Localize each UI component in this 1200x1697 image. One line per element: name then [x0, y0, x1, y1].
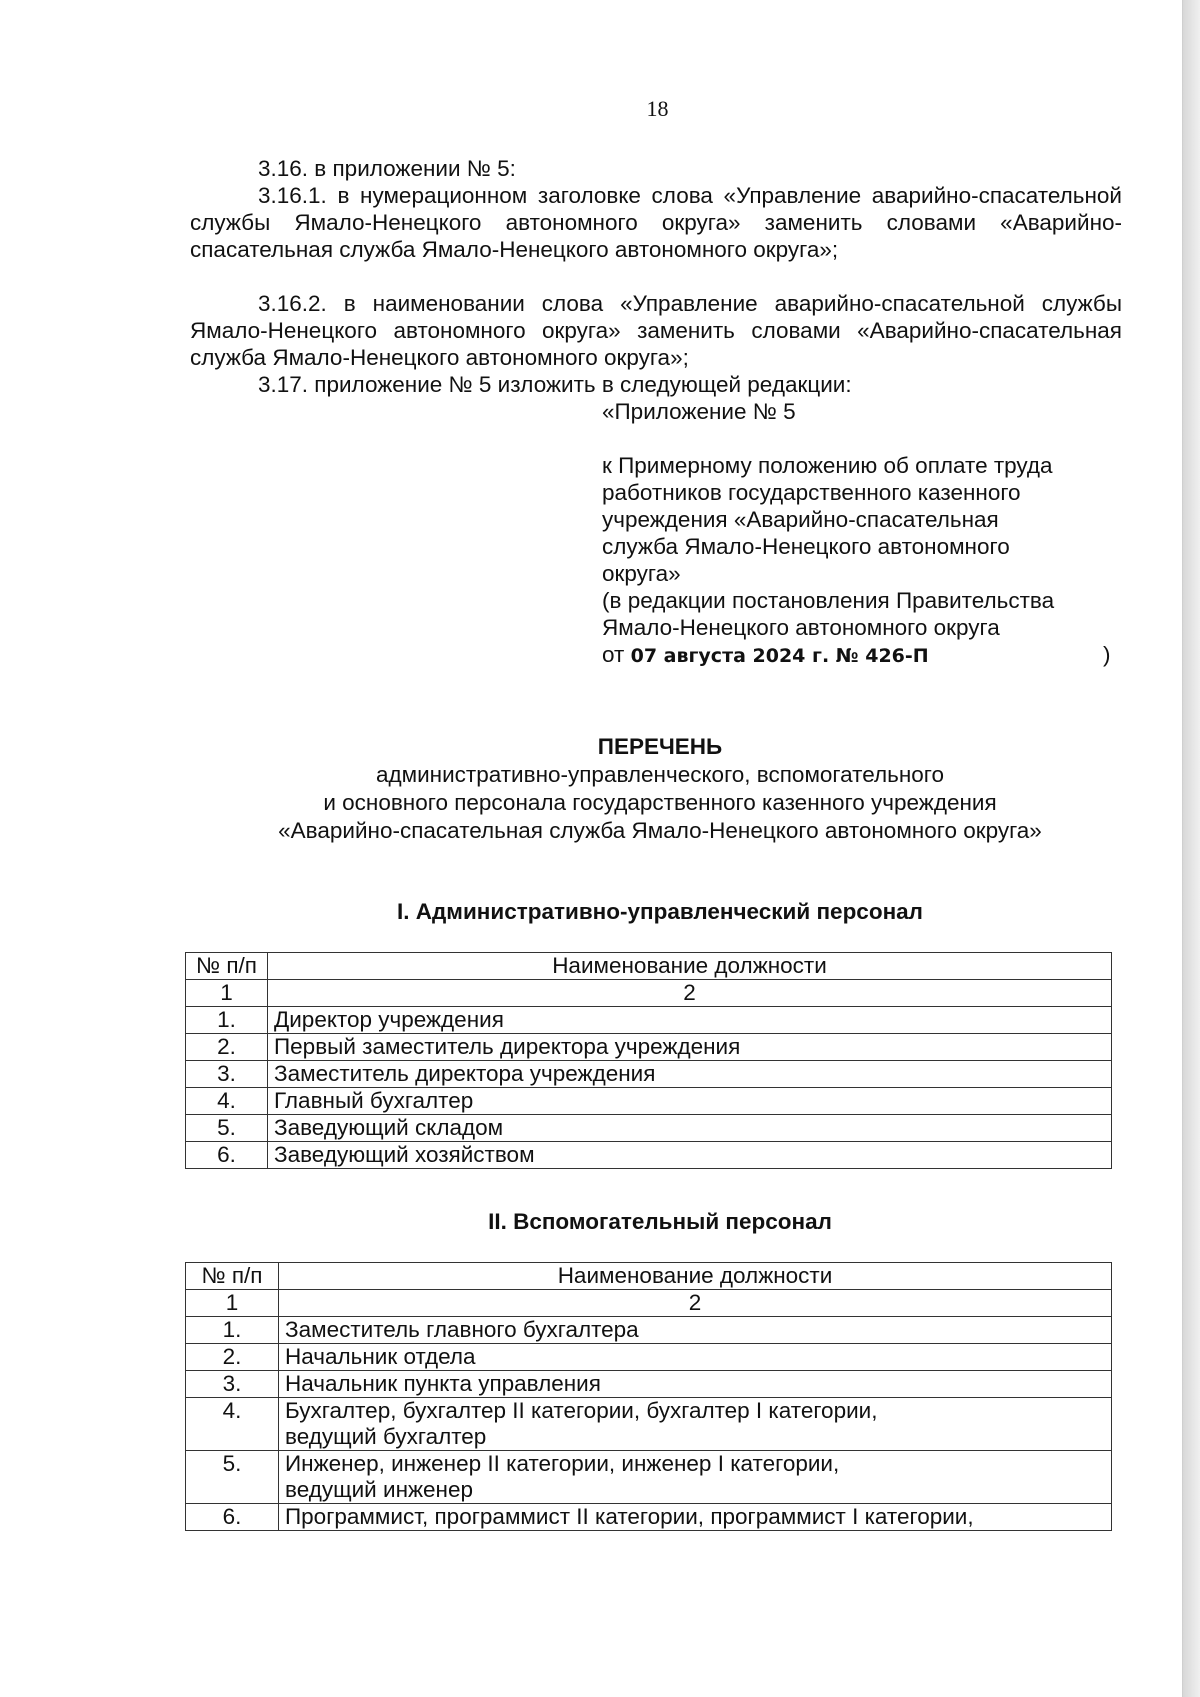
appendix-line: к Примерному положению об оплате труда: [602, 453, 1053, 478]
list-title: [180, 733, 1140, 845]
table-index-row: [186, 1290, 1112, 1317]
row-number: 5.: [186, 1115, 268, 1142]
index-cell: 2: [279, 1290, 1112, 1317]
amendment-3-16-2: 3.16.2. в наименовании слова «Управление аварийно-спасательной службы Ямало-Ненецкого автономного округа» заменить словами «Аварийно-спасательная служба Ямало-Ненецкого автономного округа»;: [190, 291, 1122, 370]
appendix-date-line: [602, 641, 1122, 670]
row-number: 2.: [186, 1344, 279, 1371]
col-num-header: № п/п: [186, 1263, 279, 1290]
appendix-line: служба Ямало-Ненецкого автономного: [602, 534, 1010, 559]
index-cell: 2: [268, 980, 1112, 1007]
row-position-line: ведущий инженер: [285, 1477, 474, 1502]
amendment-3-16-text: 3.16. в приложении № 5:: [258, 156, 516, 181]
list-subtitle-line: и основного персонала государственного казенного учреждения: [323, 790, 997, 815]
row-position: Первый заместитель директора учреждения: [268, 1034, 1112, 1061]
list-heading: ПЕРЕЧЕНЬ: [597, 734, 723, 759]
row-position: Начальник отдела: [279, 1344, 1112, 1371]
section-1-title: I. Административно-управленческий персонал: [397, 899, 923, 924]
col-name-header: Наименование должности: [268, 953, 1112, 980]
table-row: [186, 1061, 1112, 1088]
row-position: Заместитель главного бухгалтера: [279, 1317, 1112, 1344]
index-cell: 1: [186, 980, 268, 1007]
table-row: [186, 1344, 1112, 1371]
row-position-line: Инженер, инженер II категории, инженер I категории,: [285, 1451, 840, 1476]
row-position-line: Бухгалтер, бухгалтер II категории, бухгалтер I категории,: [285, 1398, 878, 1423]
appendix-line: Ямало-Ненецкого автономного округа: [602, 615, 1000, 640]
table-index-row: [186, 980, 1112, 1007]
row-position: Главный бухгалтер: [268, 1088, 1112, 1115]
section-1-table: [185, 952, 1112, 1169]
row-position: Заведующий хозяйством: [268, 1142, 1112, 1169]
section-2-table: [185, 1262, 1112, 1531]
appendix-line: учреждения «Аварийно-спасательная: [602, 507, 999, 532]
appendix-line: округа»: [602, 561, 681, 586]
list-subtitle-line: «Аварийно-спасательная служба Ямало-Ненецкого автономного округа»: [278, 818, 1042, 843]
row-number: 6.: [186, 1504, 279, 1531]
table-row: [186, 1398, 1112, 1451]
page-number: 18: [646, 96, 669, 121]
row-number: 3.: [186, 1371, 279, 1398]
row-number: 5.: [186, 1451, 279, 1504]
table-row: [186, 1034, 1112, 1061]
row-position: Заведующий складом: [268, 1115, 1112, 1142]
scan-border: [1183, 0, 1200, 1697]
row-position-line: ведущий бухгалтер: [285, 1424, 487, 1449]
appendix-line: работников государственного казенного: [602, 480, 1021, 505]
row-position: Директор учреждения: [268, 1007, 1112, 1034]
row-position: Программист, программист II категории, программист I категории,: [279, 1504, 1112, 1531]
table-row: [186, 1088, 1112, 1115]
appendix-date-value: 07 августа 2024 г. № 426-П: [630, 645, 929, 667]
row-number: 2.: [186, 1034, 268, 1061]
row-number: 1.: [186, 1007, 268, 1034]
table-row: [186, 1007, 1112, 1034]
amendment-3-16-1: 3.16.1. в нумерационном заголовке слова «Управление аварийно-спасательной службы Ямало-Ненецкого автономного округа» заменить словами «Аварийно-спасательная служба Ямало-Ненецкого автономного округа»;: [190, 183, 1122, 262]
row-position: Начальник пункта управления: [279, 1371, 1112, 1398]
list-subtitle-line: административно-управленческого, вспомогательного: [375, 762, 944, 787]
amendment-3-17: 3.17. приложение № 5 изложить в следующей редакции:: [258, 372, 852, 397]
table-row: [186, 1317, 1112, 1344]
table-row: [186, 1504, 1112, 1531]
table-header-row: [186, 1263, 1112, 1290]
appendix-close-paren: ): [1103, 642, 1111, 667]
col-num-header: № п/п: [186, 953, 268, 980]
section-2-title: II. Вспомогательный персонал: [488, 1209, 832, 1234]
row-position: [279, 1398, 1112, 1451]
table-row: [186, 1115, 1112, 1142]
table-row: [186, 1142, 1112, 1169]
row-number: 3.: [186, 1061, 268, 1088]
appendix-header: [602, 398, 1122, 670]
row-position: [279, 1451, 1112, 1504]
appendix-title: «Приложение № 5: [602, 399, 796, 424]
row-number: 4.: [186, 1088, 268, 1115]
row-position: Заместитель директора учреждения: [268, 1061, 1112, 1088]
appendix-date-prefix: от: [602, 642, 625, 667]
appendix-line: (в редакции постановления Правительства: [602, 588, 1055, 613]
table-row: [186, 1371, 1112, 1398]
row-number: 4.: [186, 1398, 279, 1451]
amendment-3-16: [190, 155, 1122, 182]
table-row: [186, 1451, 1112, 1504]
index-cell: 1: [186, 1290, 279, 1317]
table-header-row: [186, 953, 1112, 980]
row-number: 6.: [186, 1142, 268, 1169]
col-name-header: Наименование должности: [279, 1263, 1112, 1290]
row-number: 1.: [186, 1317, 279, 1344]
